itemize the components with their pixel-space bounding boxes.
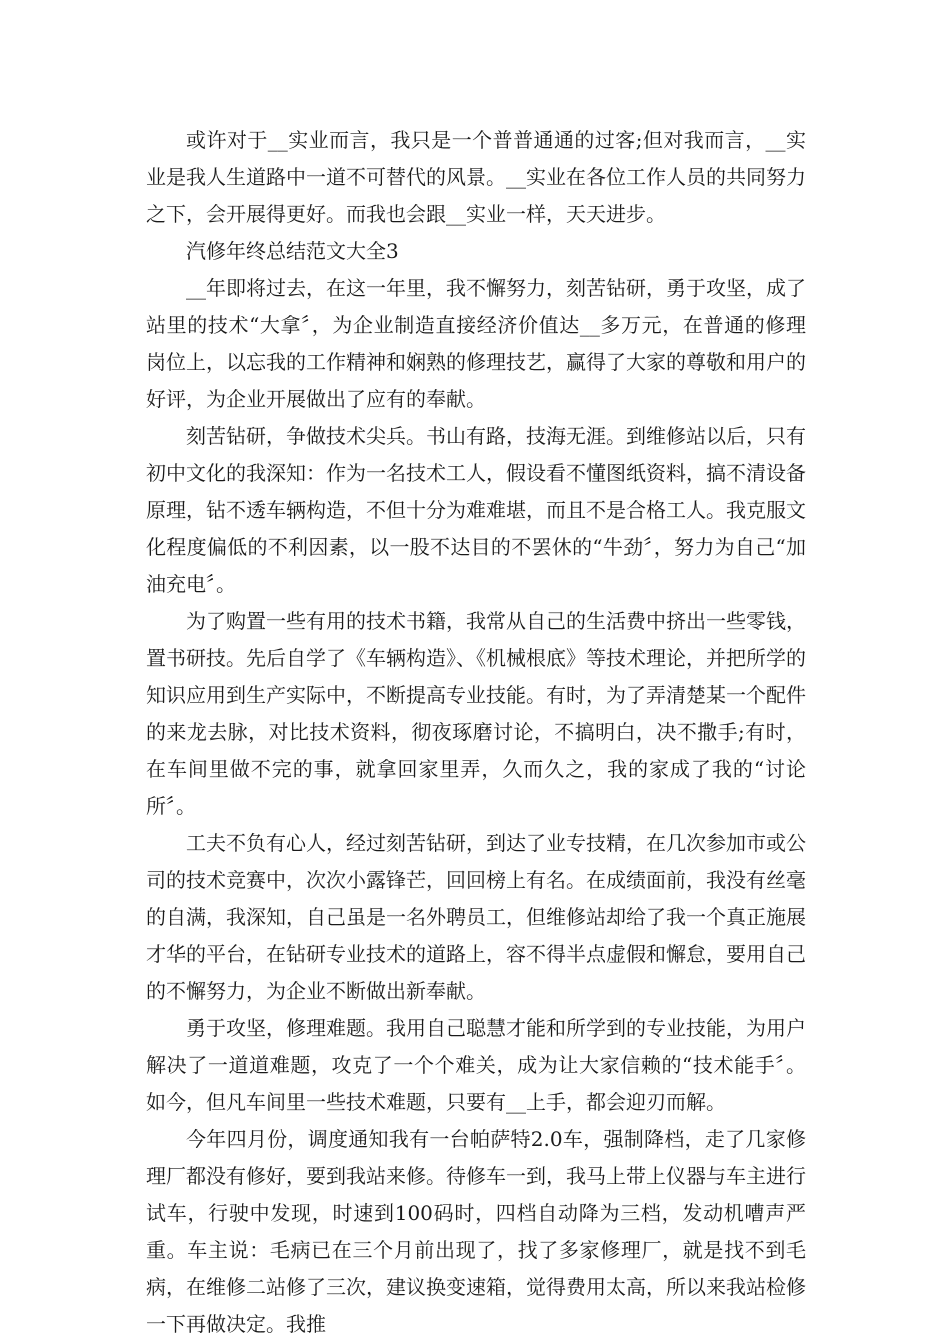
document-body [146,122,806,1343]
paragraph-2: __年即将过去，在这一年里，我不懈努力，刻苦钻研，勇于攻坚，成了站里的技术“大拿〞，为企业制造直接经济价值达__多万元，在普通的修理岗位上，以忘我的工作精神和娴熟的修理技艺，赢得了大家的尊敬和用户的好评，为企业开展做出了应有的奉献。 [146,276,806,411]
paragraph-6: 勇于攻坚，修理难题。我用自己聪慧才能和所学到的专业技能，为用户解决了一道道难题，攻克了一个个难关，成为让大家信赖的“技术能手〞。如今，但凡车间里一些技术难题，只要有__上手，都会迎刃而解。 [146,1016,806,1114]
paragraph-3: 刻苦钻研，争做技术尖兵。书山有路，技海无涯。到维修站以后，只有初中文化的我深知：作为一名技术工人，假设看不懂图纸资料，搞不清设备原理，钻不透车辆构造，不但十分为难难堪，而且不是合格工人。我克服文化程度偏低的不利因素，以一股不达目的不罢休的“牛劲〞，努力为自己“加油充电〞。 [146,424,806,596]
paragraph-5: 工夫不负有心人，经过刻苦钻研，到达了业专技精，在几次参加市或公司的技术竞赛中，次次小露锋芒，回回榜上有名。在成绩面前，我没有丝毫的自满，我深知，自己虽是一名外聘员工，但维修站却给了我一个真正施展才华的平台，在钻研专业技术的道路上，容不得半点虚假和懈怠，要用自己的不懈努力，为企业不断做出新奉献。 [146,831,806,1003]
paragraph-7: 今年四月份，调度通知我有一台帕萨特2.0车，强制降档，走了几家修理厂都没有修好，要到我站来修。待修车一到，我马上带上仪器与车主进行试车，行驶中发现，时速到100码时，四档自动降为三档，发动机嘈声严重。车主说：毛病已在三个月前出现了，找了多家修理厂，就是找不到毛病，在维修二站修了三次，建议换变速箱，觉得费用太高，所以来我站检修一下再做决定。我推 [146,1127,806,1336]
paragraph-4: 为了购置一些有用的技术书籍，我常从自己的生活费中挤出一些零钱，置书研技。先后自学了《车辆构造》、《机械根底》等技术理论，并把所学的知识应用到生产实际中，不断提高专业技能。有时，为了弄清楚某一个配件的来龙去脉，对比技术资料，彻夜琢磨讨论，不搞明白，决不撒手;有时，在车间里做不完的事，就拿回家里弄，久而久之，我的家成了我的“讨论所〞。 [146,609,806,818]
paragraph-1: 或许对于__实业而言，我只是一个普普通通的过客;但对我而言，__实业是我人生道路中一道不可替代的风景。__实业在各位工作人员的共同努力之下，会开展得更好。而我也会跟__实业一样，天天进步。 [146,128,806,226]
section-heading: 汽修年终总结范文大全3 [186,239,399,263]
